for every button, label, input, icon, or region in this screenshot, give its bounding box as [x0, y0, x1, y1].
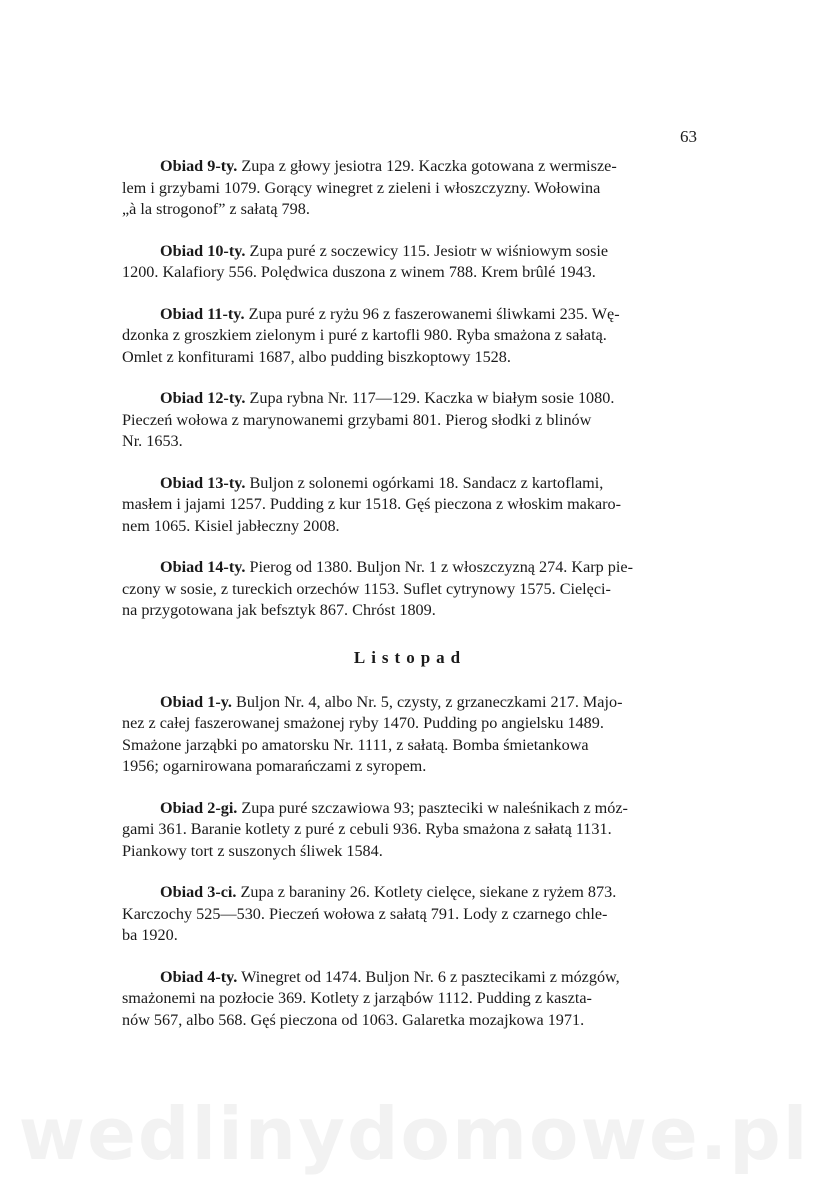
entry-line [122, 600, 698, 622]
entry-line [122, 494, 698, 516]
entry-line [122, 156, 698, 178]
entry-text: Pieczeń wołowa z marynowanemi grzybami 801. Pierog słodki z blinów [122, 410, 592, 429]
entry-line [122, 756, 698, 778]
menu-entry [122, 557, 698, 622]
entry-line [122, 473, 698, 495]
entry-text: ba 1920. [122, 926, 178, 944]
entry-text: Zupa z głowy jesiotra 129. Kaczka gotowana z wermisze- [237, 157, 617, 175]
entry-text: Pierog od 1380. Buljon Nr. 1 z włoszczyzną 274. Karp pie- [245, 558, 633, 576]
entry-text: nez z całej faszerowanej smażonej ryby 1470. Pudding po angielsku 1489. [122, 714, 604, 732]
entry-text: Buljon z solonemi ogórkami 18. Sandacz z kartoflami, [245, 473, 604, 492]
entry-text: gami 361. Baranie kotlety z puré z cebuli 936. Ryba smażona z sałatą 1131. [122, 820, 612, 838]
entry-text: nów 567, albo 568. Gęś pieczona od 1063. Galaretka mozajkowa 1971. [122, 1010, 585, 1029]
entry-text: 1956; ogarnirowana pomarańczami z syropem. [122, 757, 427, 775]
entry-line [122, 431, 698, 453]
page-content [122, 156, 698, 1051]
entry-text: Piankowy tort z suszonych śliwek 1584. [122, 841, 383, 860]
section-heading-listopad: Listopad [353, 647, 467, 667]
entry-line [122, 262, 698, 284]
entry-text: Winegret od 1474. Buljon Nr. 6 z pasztecikami z mózgów, [237, 967, 620, 986]
entry-text: Zupa z baraniny 26. Kotlety cielęce, siekane z ryżem 873. [236, 883, 617, 901]
entry-line [122, 304, 698, 326]
entry-text: smażonemi na pozłocie 369. Kotlety z jarząbów 1112. Pudding z kaszta- [122, 989, 592, 1007]
menu-entry [122, 882, 698, 947]
entry-line [122, 199, 698, 221]
entry-line [122, 967, 698, 989]
entry-text: Omlet z konfiturami 1687, albo pudding biszkoptowy 1528. [122, 347, 511, 366]
entries-november [122, 692, 698, 1032]
entry-text: Nr. 1653. [122, 432, 183, 450]
entry-line [122, 798, 698, 820]
entry-label: Obiad 14-ty. [160, 558, 246, 576]
entry-line [122, 925, 698, 947]
entry-line [122, 692, 698, 714]
entry-label: Obiad 12-ty. [160, 389, 246, 407]
menu-entry [122, 304, 698, 369]
entry-text: masłem i jajami 1257. Pudding z kur 1518. Gęś pieczona z włoskim makaro- [122, 495, 622, 513]
entry-text: lem i grzybami 1079. Gorący winegret z zieleni i włoszczyzny. Wołowina [122, 178, 601, 197]
menu-entry [122, 967, 698, 1032]
watermark: wedlinydomowe.pl [18, 1092, 810, 1176]
entry-text: Zupa rybna Nr. 117—129. Kaczka w białym sosie 1080. [245, 389, 615, 407]
entry-text: nem 1065. Kisiel jabłeczny 2008. [122, 516, 340, 535]
entry-line [122, 1010, 698, 1032]
entry-line [122, 178, 698, 200]
entry-text: Zupa puré z ryżu 96 z faszerowanemi śliwkami 235. Wę- [244, 304, 620, 323]
entry-text: dzonka z groszkiem zielonym i puré z kartofli 980. Ryba smażona z sałatą. [122, 326, 607, 344]
entry-line [122, 819, 698, 841]
entry-text: 1200. Kalafiory 556. Polędwica duszona z winem 788. Krem brûlé 1943. [122, 263, 596, 281]
entries-october [122, 156, 698, 622]
entry-text: na przygotowana jak befsztyk 867. Chróst 1809. [122, 601, 436, 619]
entry-text: Smażone jarząbki po amatorsku Nr. 1111, z sałatą. Bomba śmietankowa [122, 735, 589, 754]
entry-line [122, 347, 698, 369]
entry-label: Obiad 13-ty. [160, 473, 246, 492]
entry-label: Obiad 9-ty. [160, 157, 238, 175]
menu-entry [122, 241, 698, 284]
menu-entry [122, 156, 698, 221]
entry-text: „à la strogonof” z sałatą 798. [122, 200, 310, 218]
entry-line [122, 325, 698, 347]
entry-line [122, 557, 698, 579]
entry-label: Obiad 11-ty. [160, 304, 245, 323]
entry-label: Obiad 3-ci. [160, 883, 237, 901]
entry-line [122, 516, 698, 538]
menu-entry [122, 388, 698, 453]
menu-entry [122, 798, 698, 863]
entry-line [122, 988, 698, 1010]
entry-line [122, 882, 698, 904]
entry-line [122, 388, 698, 410]
entry-line [122, 735, 698, 757]
entry-line [122, 241, 698, 263]
page-number: 63 [680, 127, 697, 146]
entry-line [122, 904, 698, 926]
entry-text: Karczochy 525—530. Pieczeń wołowa z sałatą 791. Lody z czarnego chle- [122, 904, 608, 923]
entry-text: Buljon Nr. 4, albo Nr. 5, czysty, z grzaneczkami 217. Majo- [231, 692, 623, 711]
entry-line [122, 713, 698, 735]
entry-line [122, 410, 698, 432]
entry-label: Obiad 1-y. [160, 692, 232, 711]
entry-text: czony w sosie, z tureckich orzechów 1153. Suflet cytrynowy 1575. Cielęci- [122, 579, 611, 598]
entry-line [122, 841, 698, 863]
entry-label: Obiad 10-ty. [160, 241, 246, 260]
entry-text: Zupa puré z soczewicy 115. Jesiotr w wiśniowym sosie [245, 241, 609, 260]
entry-text: Zupa puré szczawiowa 93; paszteciki w naleśnikach z móz- [237, 798, 628, 817]
entry-label: Obiad 2-gi. [160, 798, 238, 817]
menu-entry [122, 473, 698, 538]
entry-line [122, 579, 698, 601]
entry-label: Obiad 4-ty. [160, 967, 238, 986]
menu-entry [122, 692, 698, 778]
